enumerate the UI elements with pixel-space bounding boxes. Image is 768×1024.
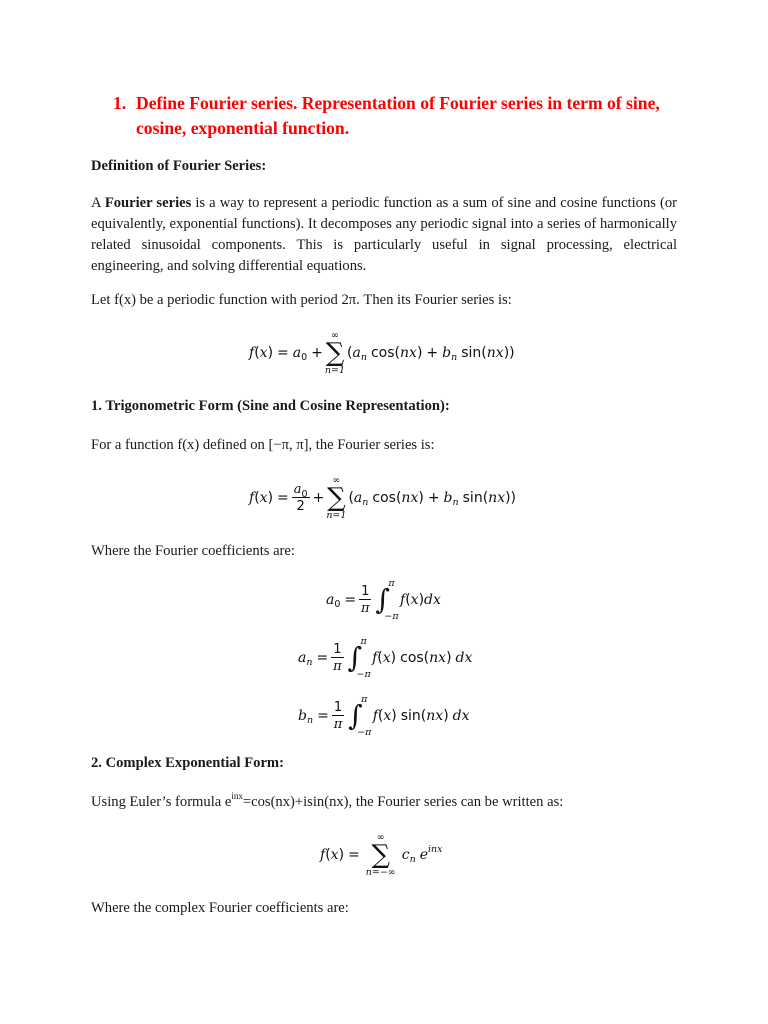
equation-general-series: f ( x ) = a 0 + ∞ ∑ n=1 ( a n cos( nx ) + b n sin( nx )) xyxy=(249,330,515,376)
definition-paragraph xyxy=(91,193,677,277)
summation-symbol: ∞ ∑ n=−∞ xyxy=(365,832,396,878)
para-prefix: A xyxy=(91,195,105,211)
trig-form-intro: For a function f(x) defined on [−π, π], the Fourier series is: xyxy=(91,437,435,453)
fraction-a0-over-2: $\frac{a_0}{2}$ xyxy=(293,482,308,514)
equation-an: a n = $\frac{1}{\pi}$ ∫ π −π f ( x ) cos( nx ) dx xyxy=(298,636,473,680)
coefficients-intro: Where the Fourier coefficients are: xyxy=(91,543,295,559)
summation-symbol: ∞ ∑ n=1 xyxy=(326,475,347,521)
euler-exponent: inx xyxy=(231,791,243,802)
equation-bn: b n = $\frac{1}{\pi}$ ∫ π −π f ( x ) sin( nx ) dx xyxy=(298,694,470,738)
heading-number: 1. xyxy=(113,93,127,113)
equation-complex-series: f ( x ) = ∞ ∑ n=−∞ c n e inx xyxy=(320,832,443,878)
equation-a0: a 0 = $\frac{1}{\pi}$ ∫ π −π f ( x ) dx xyxy=(326,578,441,622)
equation-trig-series: f ( x ) = $\frac{a_0}{2}$ + ∞ ∑ n=1 ( a n cos( nx ) + b n sin( nx )) xyxy=(249,475,517,521)
heading-text: Define Fourier series. Representation of Fourier series in term of sine, cosine, exponential function. xyxy=(136,93,660,138)
para-rest: is a way to represent a periodic function as a sum of sine and cosine functions (or equivalently, exponential functions). It decomposes any periodic signal into a series of harmonically related sinusoidal components. This is particularly useful in signal processing, electrical engineering, and solving differential equations. xyxy=(91,195,677,274)
integral-symbol: ∫ π −π xyxy=(375,578,399,622)
fourier-series-term: Fourier series xyxy=(104,195,192,211)
complex-form-title: 2. Complex Exponential Form: xyxy=(91,755,284,771)
summation-symbol: ∞ ∑ n=1 xyxy=(324,330,346,376)
definition-title: Definition of Fourier Series: xyxy=(91,158,267,174)
integral-symbol: ∫ π −π xyxy=(348,694,372,738)
complex-coefficients-intro: Where the complex Fourier coefficients are: xyxy=(91,900,349,916)
trig-form-title: 1. Trigonometric Form (Sine and Cosine Representation): xyxy=(91,398,450,414)
euler-formula-line: Using Euler’s formula $e^{inx}=\cos(nx)+isin(nx)$, the Fourier series can be written as: xyxy=(91,791,564,810)
integral-symbol: ∫ π −π xyxy=(347,636,371,680)
periodic-statement: Let f(x) be a periodic function with period 2π. Then its Fourier series is: xyxy=(91,292,512,308)
